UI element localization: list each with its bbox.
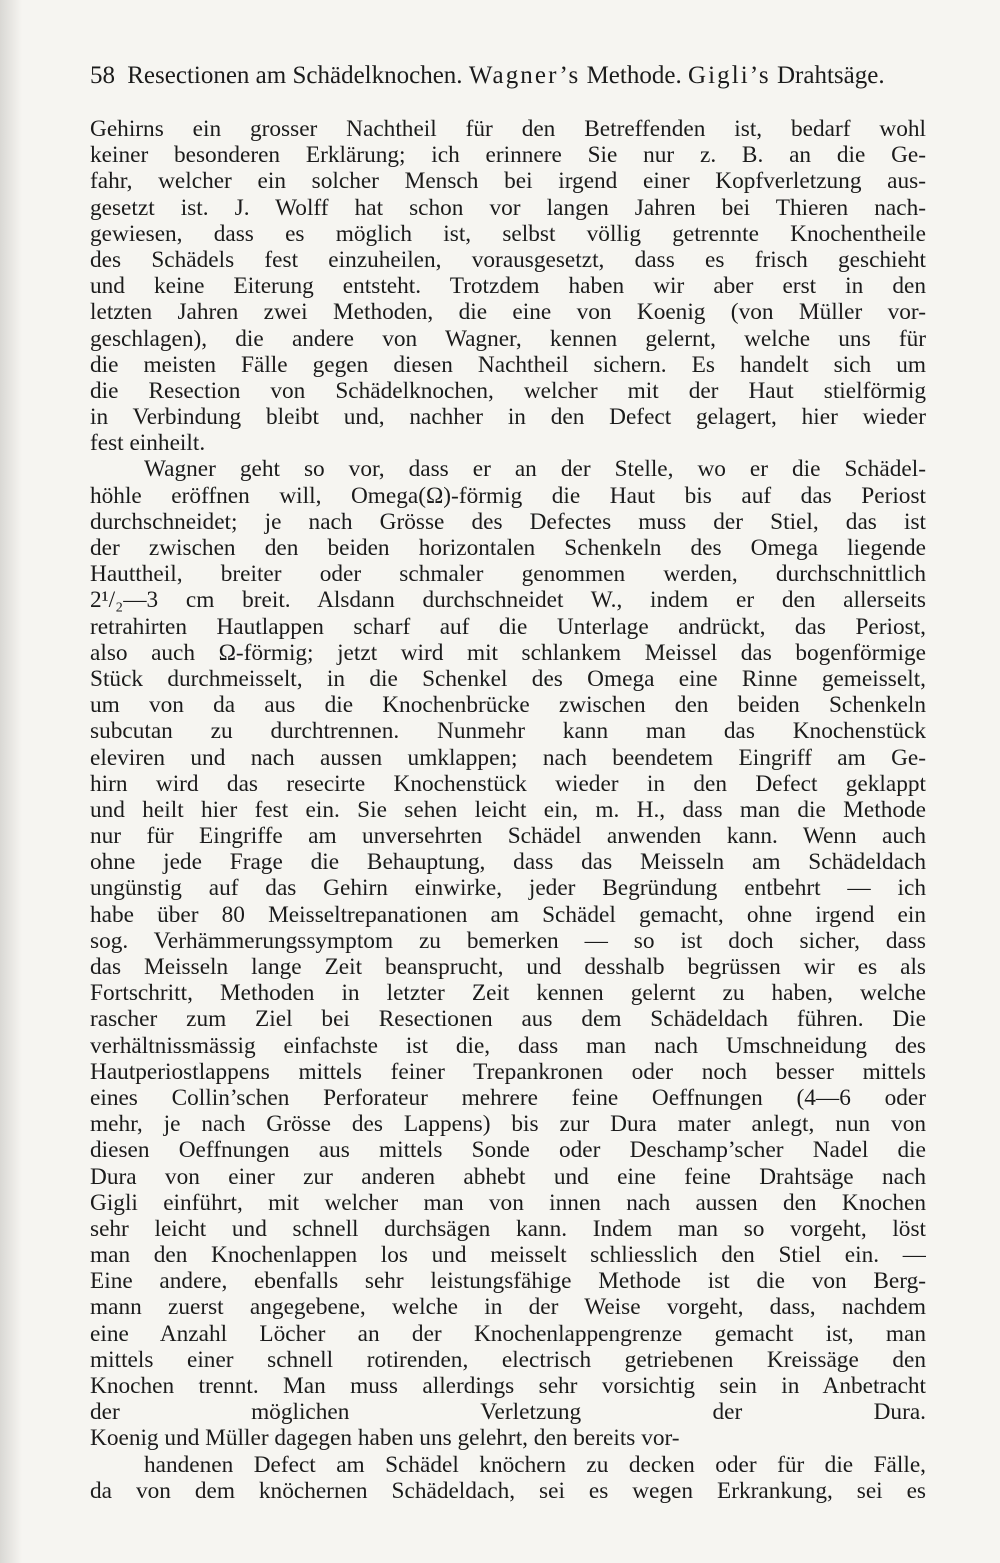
text-line: Gehirns ein grosser Nachtheil für den Betreffenden ist, bedarf wohl xyxy=(90,116,926,142)
binding-shadow xyxy=(0,0,22,1563)
text-line: sog. Verhämmerungssymptom zu bemerken — so ist doch sicher, dass xyxy=(90,927,926,954)
text-line: habe über 80 Meisseltrepanationen am Schädel gemacht, ohne irgend ein xyxy=(90,901,926,928)
text-line: keiner besonderen Erklärung; ich erinnere Sie nur z. B. an die Ge- xyxy=(90,142,926,169)
paragraph-first-line: handenen Defect am Schädel knöchern zu decken oder für die Fälle, xyxy=(144,1451,926,1478)
text-line: eines Collin’schen Perforateur mehrere feine Oeffnungen (4—6 oder xyxy=(90,1084,926,1111)
text-line: und keine Eiterung entsteht. Trotzdem haben wir aber erst in den xyxy=(90,273,926,300)
text-line: und heilt hier fest ein. Sie sehen leicht ein, m. H., dass man die Methode xyxy=(90,796,926,823)
body-text xyxy=(90,116,926,1530)
text-line: also auch Ω-förmig; jetzt wird mit schlankem Meissel das bogenförmige xyxy=(90,639,926,666)
text-line: ohne jede Frage die Behauptung, dass das Meisseln am Schädeldach xyxy=(90,849,926,876)
text-line xyxy=(90,1504,926,1530)
text-line: Gigli einführt, mit welcher man von innen nach aussen den Knochen xyxy=(90,1189,926,1216)
text-line: fahr, welcher ein solcher Mensch bei irgend einer Kopfverletzung aus- xyxy=(90,168,926,195)
paragraph-end-line: fest einheilt. xyxy=(90,430,206,457)
text-line: man den Knochenlappen los und meisselt schliesslich den Stiel ein. — xyxy=(90,1242,926,1269)
text-line: durchschneidet; je nach Grösse des Defectes muss der Stiel, das ist xyxy=(90,508,926,535)
text-line: diesen Oeffnungen aus mittels Sonde oder Deschamp’scher Nadel die xyxy=(90,1137,926,1164)
text-line: höhle eröffnen will, Omega(Ω)-förmig die Haut bis auf das Periost xyxy=(90,482,926,509)
text-line: mann zuerst angegebene, welche in der Weise vorgeht, dass, nachdem xyxy=(90,1294,926,1321)
text-line: Hauttheil, breiter oder schmaler genommen werden, durchschnittlich xyxy=(90,561,926,588)
text-line: eleviren und nach aussen umklappen; nach beendetem Eingriff am Ge- xyxy=(90,744,926,771)
text-line: letzten Jahren zwei Methoden, die eine von Koenig (von Müller vor- xyxy=(90,299,926,326)
text-line: des Schädels fest einzuheilen, vorausgesetzt, dass es frisch geschieht xyxy=(90,246,926,273)
text-line: da von dem knöchernen Schädeldach, sei es wegen Erkrankung, sei es xyxy=(90,1477,926,1504)
paragraph-first-line: Wagner geht so vor, dass er an der Stelle, wo er die Schädel- xyxy=(144,456,926,483)
text-line: der möglichen Verletzung der Dura. xyxy=(90,1399,926,1426)
running-head-title-part3: Drahtsäge. xyxy=(776,62,885,89)
text-line: Knochen trennt. Man muss allerdings sehr vorsichtig sein in Anbetracht xyxy=(90,1373,926,1399)
page-number: 58 xyxy=(90,62,115,89)
running-head-spaced-name2: Gigli’s xyxy=(687,62,771,89)
text-line: Eine andere, ebenfalls sehr leistungsfähige Methode ist die von Berg- xyxy=(90,1268,926,1295)
running-head xyxy=(90,56,900,96)
text-line: 2¹/₂—3 cm breit. Alsdann durchschneidet W., indem er den allerseits xyxy=(90,587,926,614)
text-line: Stück durchmeisselt, in die Schenkel des Omega eine Rinne gemeisselt, xyxy=(90,665,926,692)
text-line: nur für Eingriffe am unversehrten Schädel anwenden kann. Wenn auch xyxy=(90,823,926,850)
text-line: Dura von einer zur anderen abhebt und eine feine Drahtsäge nach xyxy=(90,1163,926,1190)
text-line: Fortschritt, Methoden in letzter Zeit kennen gelernt zu haben, welche xyxy=(90,980,926,1007)
text-line: verhältnissmässig einfachste ist die, dass man nach Umschneidung des xyxy=(90,1032,926,1059)
text-line: retrahirten Hautlappen scharf auf die Unterlage andrückt, das Periost, xyxy=(90,613,926,640)
running-head-title-part2: Methode. xyxy=(586,62,682,89)
running-head-title-part1: Resectionen am Schädelknochen. xyxy=(127,62,463,89)
running-head-spaced-name1: Wagner’s xyxy=(468,62,581,89)
text-line: in Verbindung bleibt und, nachher in den Defect gelagert, hier wieder xyxy=(90,404,926,431)
text-line: mehr, je nach Grösse des Lappens) bis zur Dura mater anlegt, nun von xyxy=(90,1111,926,1138)
text-line: Hautperiostlappens mittels feiner Trepankronen oder noch besser mittels xyxy=(90,1058,926,1085)
text-line: geschlagen), die andere von Wagner, kennen gelernt, welche uns für xyxy=(90,325,926,352)
text-line: hirn wird das resecirte Knochenstück wieder in den Defect geklappt xyxy=(90,770,926,797)
text-line: mittels einer schnell rotirenden, electrisch getriebenen Kreissäge den xyxy=(90,1346,926,1373)
text-line: gewiesen, dass es möglich ist, selbst völlig getrennte Knochentheile xyxy=(90,220,926,247)
text-line: das Meisseln lange Zeit beansprucht, und desshalb begrüssen wir es als xyxy=(90,954,926,980)
text-line: die Resection von Schädelknochen, welcher mit der Haut stielförmig xyxy=(90,377,926,404)
text-line: gesetzt ist. J. Wolff hat schon vor langen Jahren bei Thieren nach- xyxy=(90,194,926,221)
text-line: die meisten Fälle gegen diesen Nachtheil sichern. Es handelt sich um xyxy=(90,351,926,378)
text-line: rascher zum Ziel bei Resectionen aus dem Schädeldach führen. Die xyxy=(90,1006,926,1033)
text-line: um von da aus die Knochenbrücke zwischen den beiden Schenkeln xyxy=(90,692,926,719)
text-line: sehr leicht und schnell durchsägen kann. Indem man so vorgeht, löst xyxy=(90,1215,926,1242)
text-line: der zwischen den beiden horizontalen Schenkeln des Omega liegende xyxy=(90,535,926,561)
paragraph-end-line: Koenig und Müller dagegen haben uns gelehrt, den bereits vor- xyxy=(90,1425,680,1452)
text-line: eine Anzahl Löcher an der Knochenlappengrenze gemacht ist, man xyxy=(90,1320,926,1347)
text-line: subcutan zu durchtrennen. Nunmehr kann man das Knochenstück xyxy=(90,718,926,745)
text-line: ungünstig auf das Gehirn einwirke, jeder Begründung entbehrt — ich xyxy=(90,875,926,902)
